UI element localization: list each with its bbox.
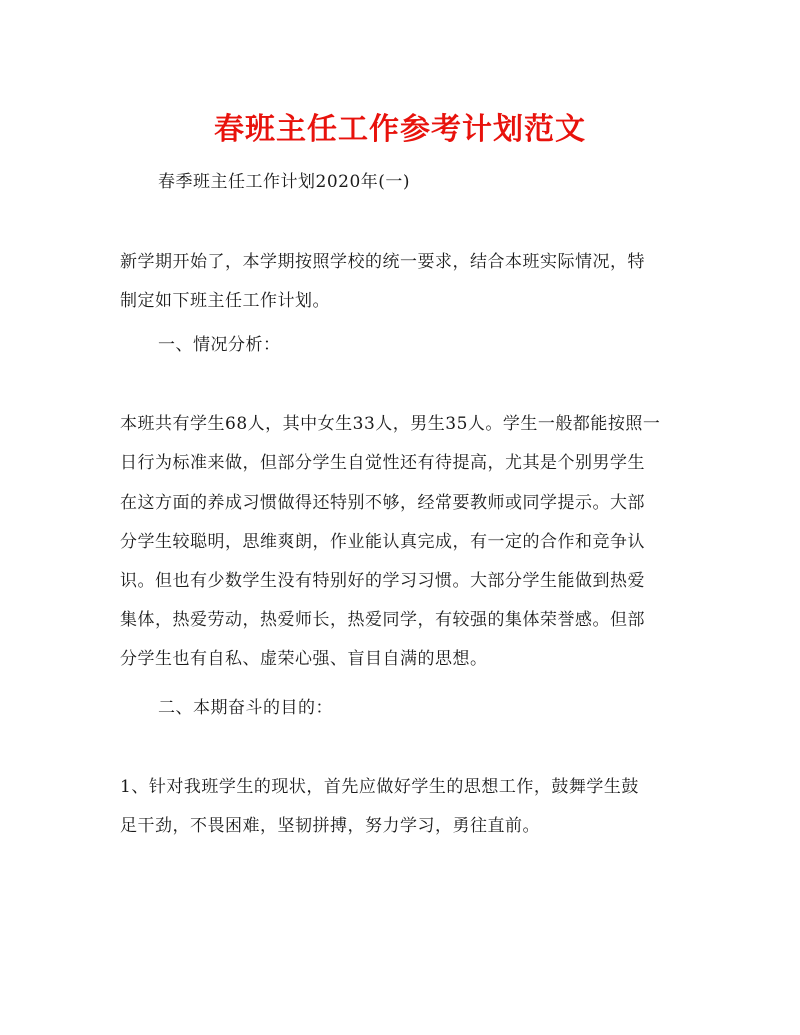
paragraph-line: 日行为标准来做，但部分学生自觉性还有待提高，尤其是个别男学生 (120, 453, 645, 473)
subtitle-line: 春季班主任工作计划2020年(一) (158, 172, 411, 192)
paragraph-line: 制定如下班主任工作计划。 (120, 291, 330, 311)
paragraph-line: 新学期开始了，本学期按照学校的统一要求，结合本班实际情况，特 (120, 252, 645, 272)
paragraph-line: 分学生也有自私、虚荣心强、盲目自满的思想。 (120, 649, 488, 669)
paragraph-line: 足干劲，不畏困难，坚韧拼搏，努力学习，勇往直前。 (120, 816, 540, 836)
paragraph-line: 在这方面的养成习惯做得还特别不够，经常要教师或同学提示。大部 (120, 493, 645, 513)
section-heading: 二、本期奋斗的目的： (158, 698, 333, 718)
paragraph-line: 集体，热爱劳动，热爱师长，热爱同学，有较强的集体荣誉感。但部 (120, 610, 645, 630)
paragraph-line: 识。但也有少数学生没有特别好的学习习惯。大部分学生能做到热爱 (120, 571, 645, 591)
document-title: 春班主任工作参考计划范文 (214, 112, 586, 147)
paragraph-line: 1、针对我班学生的现状，首先应做好学生的思想工作，鼓舞学生鼓 (120, 777, 639, 797)
paragraph-line: 分学生较聪明，思维爽朗，作业能认真完成，有一定的合作和竞争认 (120, 532, 645, 552)
paragraph-line: 本班共有学生68人，其中女生33人，男生35人。学生一般都能按照一 (120, 414, 661, 434)
section-heading: 一、情况分析： (158, 335, 281, 355)
